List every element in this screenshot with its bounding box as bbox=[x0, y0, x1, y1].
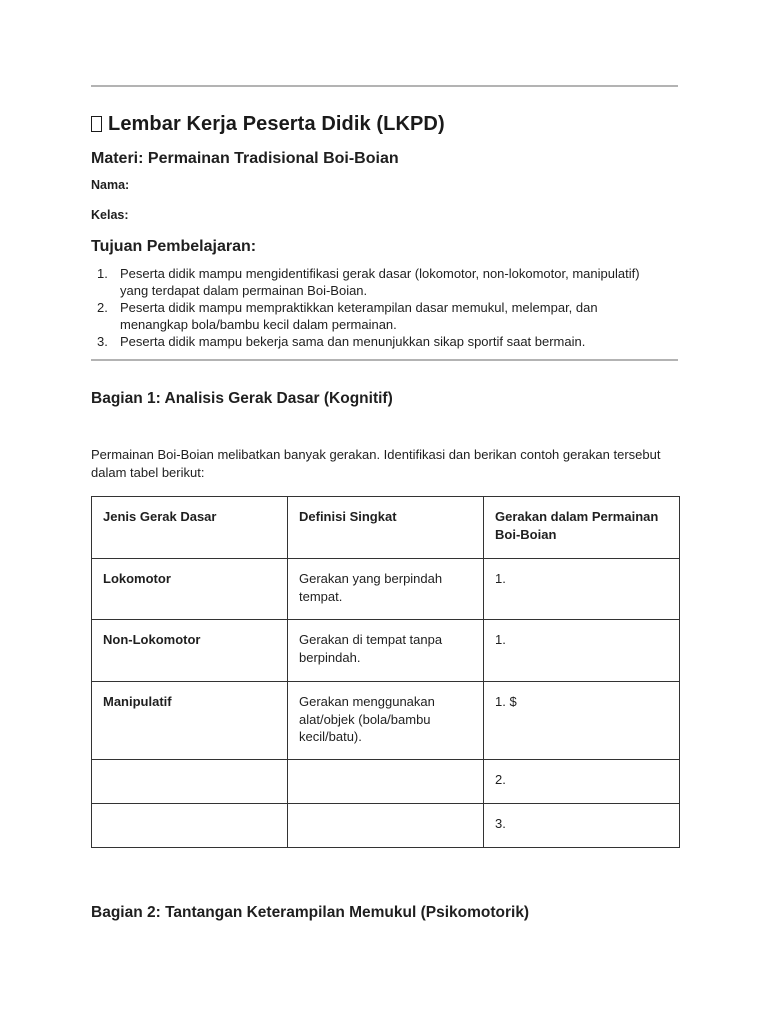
list-item-text: Peserta didik mampu mengidentifikasi gerak dasar (lokomotor, non-lokomotor, manipulatif) yang terdapat dalam permainan Boi-Boian. bbox=[120, 266, 640, 298]
table-row bbox=[92, 559, 680, 620]
placeholder-glyph-icon bbox=[91, 116, 102, 132]
list-item-text: Peserta didik mampu bekerja sama dan menunjukkan sikap sportif saat bermain. bbox=[120, 334, 586, 349]
table-cell: Manipulatif bbox=[92, 682, 288, 760]
page-title bbox=[91, 113, 445, 136]
table-cell bbox=[288, 760, 484, 804]
table-cell[interactable]: 3. bbox=[484, 804, 680, 848]
bagian1-heading: Bagian 1: Analisis Gerak Dasar (Kognitif) bbox=[91, 390, 393, 407]
table-row bbox=[92, 804, 680, 848]
table-header-row bbox=[92, 497, 680, 559]
bagian2-heading: Bagian 2: Tantangan Keterampilan Memukul (Psikomotorik) bbox=[91, 904, 530, 921]
table-header-cell: Definisi Singkat bbox=[288, 497, 484, 559]
list-item-number: 3. bbox=[97, 334, 108, 349]
table-cell: Lokomotor bbox=[92, 559, 288, 620]
list-item bbox=[91, 299, 651, 333]
tujuan-list bbox=[91, 265, 651, 350]
table-cell: Gerakan di tempat tanpa berpindah. bbox=[288, 620, 484, 682]
table-header-cell: Gerakan dalam Permainan Boi-Boian bbox=[484, 497, 680, 559]
table-row bbox=[92, 620, 680, 682]
list-item bbox=[91, 265, 651, 299]
gerak-dasar-table bbox=[91, 496, 680, 848]
top-divider bbox=[91, 85, 678, 87]
table-cell[interactable]: 1. bbox=[484, 620, 680, 682]
table-cell: Gerakan menggunakan alat/objek (bola/bambu kecil/batu). bbox=[288, 682, 484, 760]
list-item-number: 2. bbox=[97, 300, 108, 315]
table-header-cell: Jenis Gerak Dasar bbox=[92, 497, 288, 559]
table-cell[interactable]: 2. bbox=[484, 760, 680, 804]
section-divider bbox=[91, 359, 678, 361]
list-item-text: Peserta didik mampu mempraktikkan keterampilan dasar memukul, melempar, dan menangkap bola/bambu kecil dalam permainan. bbox=[120, 300, 598, 332]
table-cell: Non-Lokomotor bbox=[92, 620, 288, 682]
bagian1-intro: Permainan Boi-Boian melibatkan banyak gerakan. Identifikasi dan berikan contoh gerakan tersebut dalam tabel berikut: bbox=[91, 447, 661, 480]
nama-field-label: Nama: bbox=[91, 178, 130, 192]
list-item bbox=[91, 333, 651, 350]
table-cell[interactable]: 1. $ bbox=[484, 682, 680, 760]
table-row bbox=[92, 682, 680, 760]
table-cell[interactable]: 1. bbox=[484, 559, 680, 620]
subtitle: Materi: Permainan Tradisional Boi-Boian bbox=[91, 150, 399, 167]
table-cell bbox=[288, 804, 484, 848]
table-cell: Gerakan yang berpindah tempat. bbox=[288, 559, 484, 620]
kelas-field-label: Kelas: bbox=[91, 208, 129, 222]
page-title-text: Lembar Kerja Peserta Didik (LKPD) bbox=[108, 113, 445, 135]
tujuan-heading: Tujuan Pembelajaran: bbox=[91, 238, 257, 255]
table-cell bbox=[92, 760, 288, 804]
list-item-number: 1. bbox=[97, 266, 108, 281]
table-cell bbox=[92, 804, 288, 848]
table-row bbox=[92, 760, 680, 804]
